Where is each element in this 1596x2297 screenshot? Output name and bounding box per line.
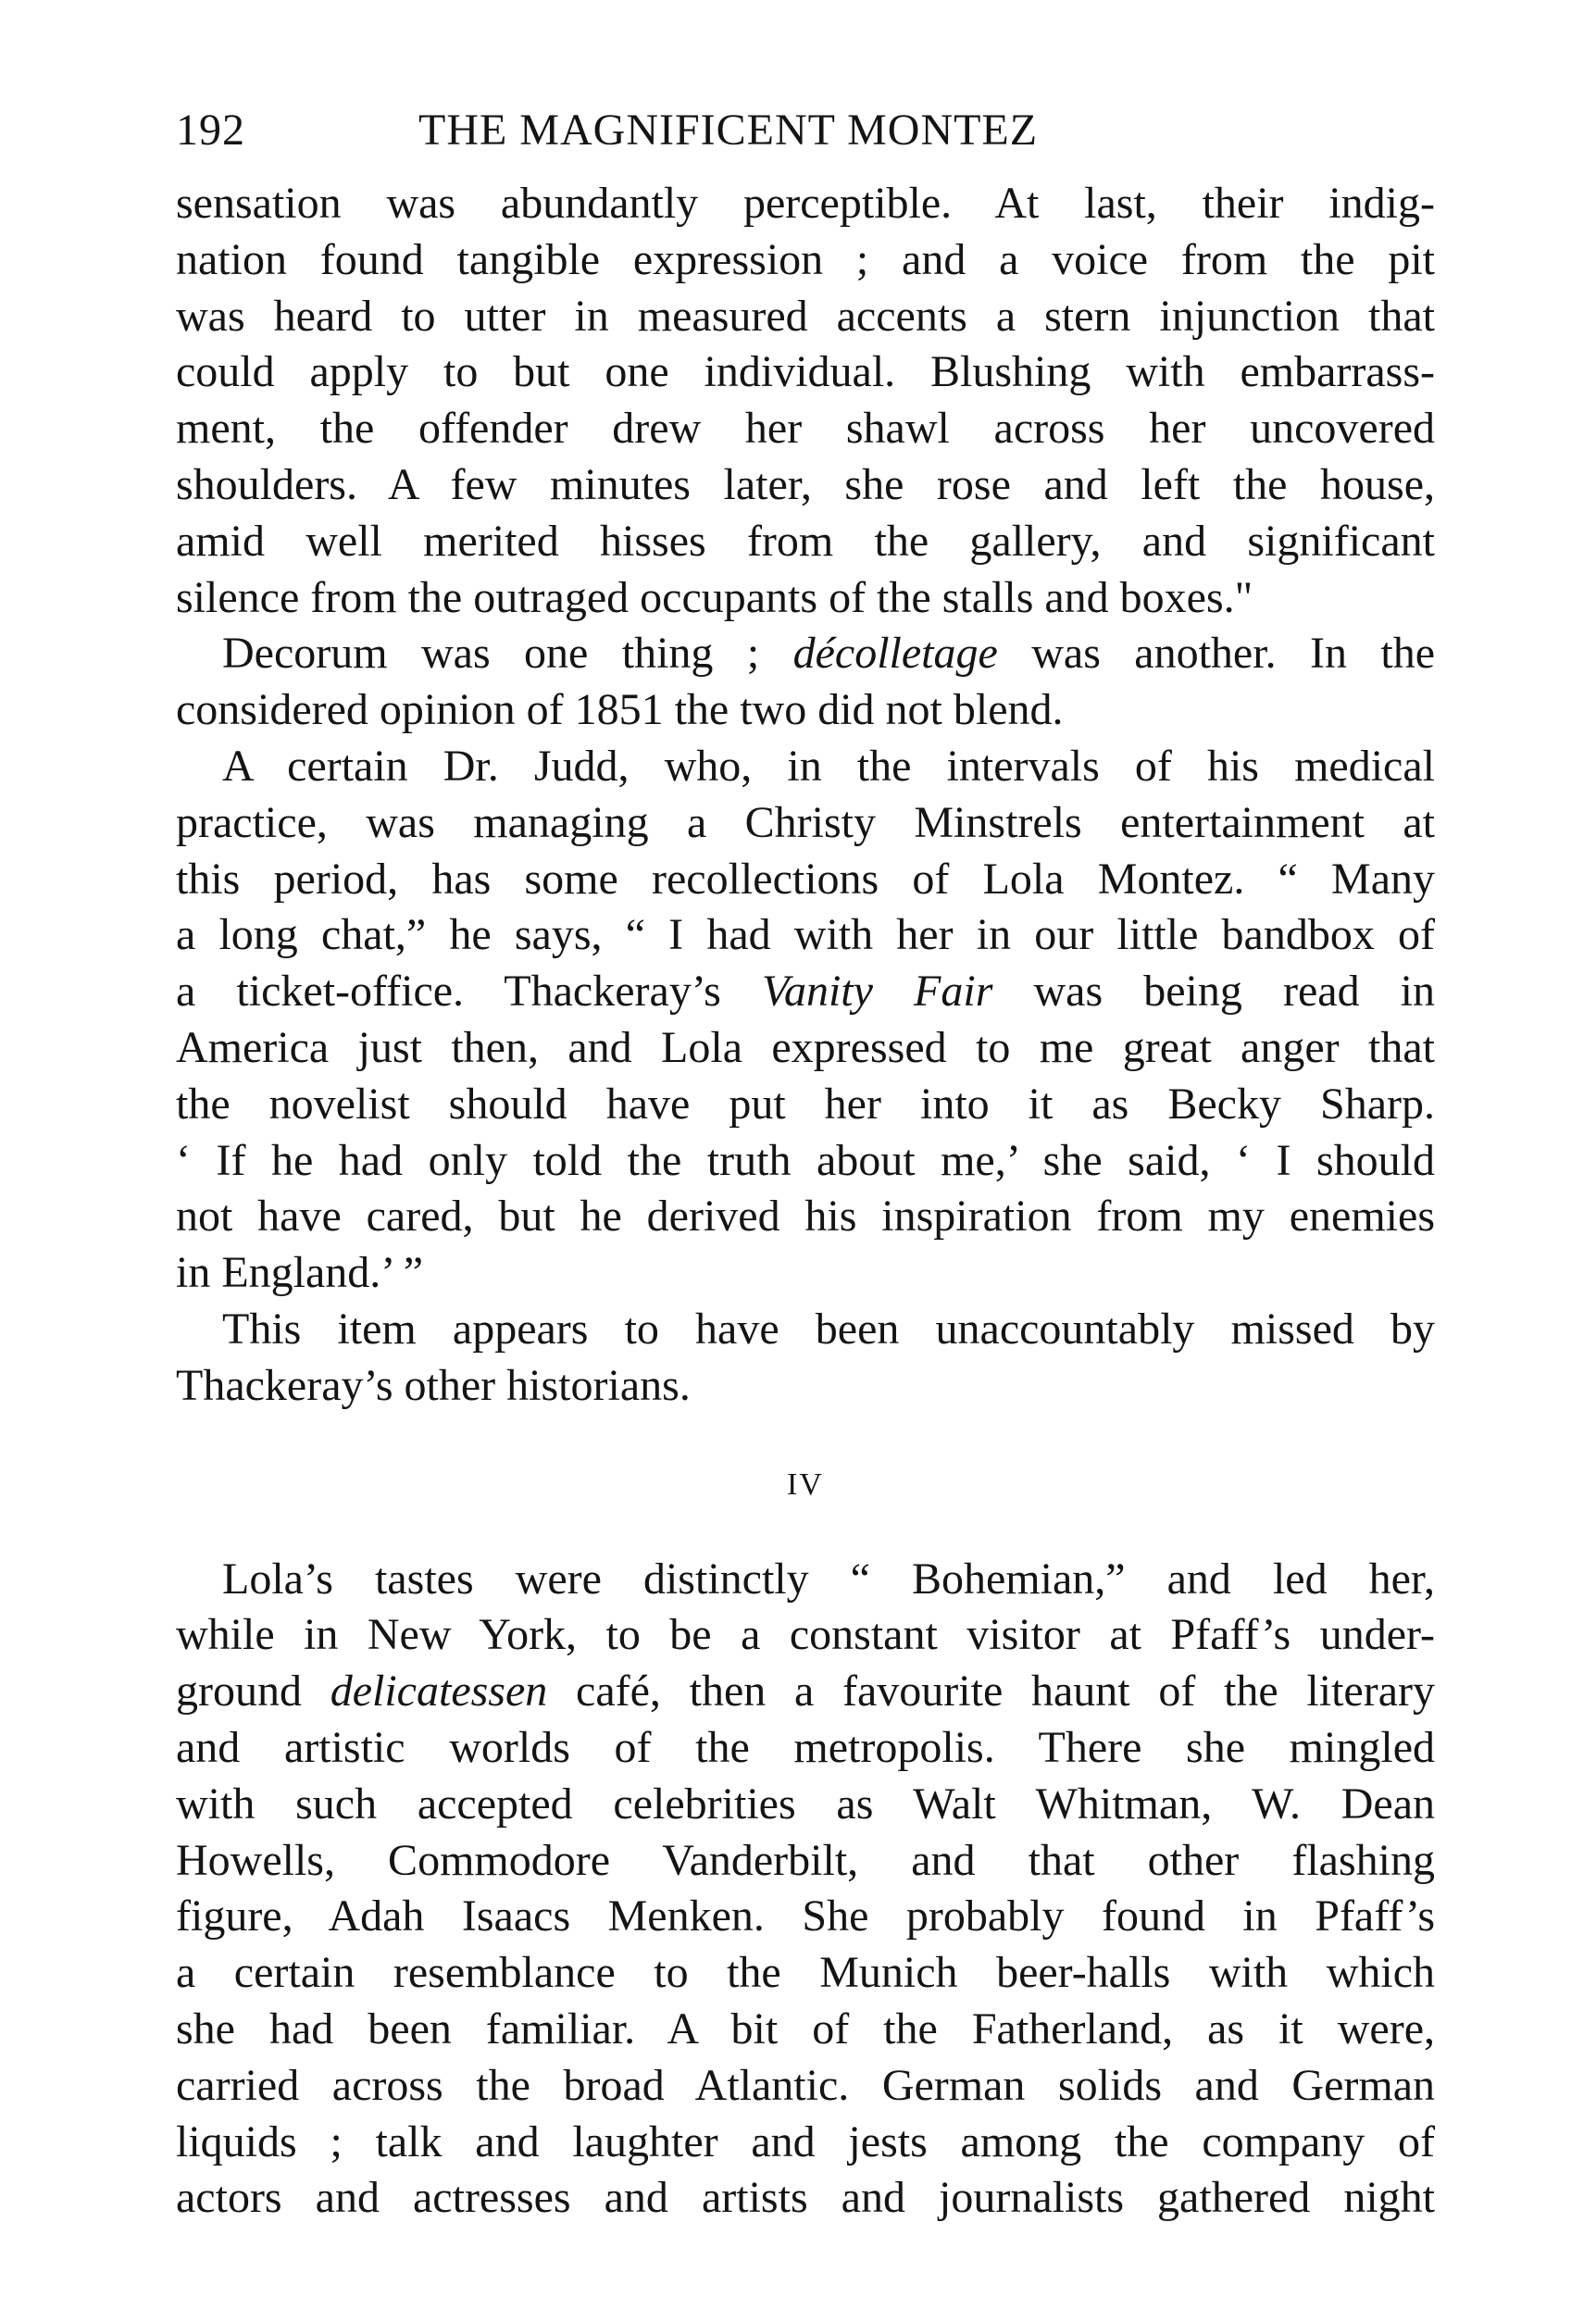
text-line: a long chat,” he says, “ I had with her in our little bandbox of (176, 910, 1435, 960)
text-line: shoulders. A few minutes later, she rose and left the house, (176, 459, 1435, 509)
italic-term: delicatessen (330, 1667, 548, 1717)
italic-title: Vanity Fair (761, 967, 993, 1017)
italic-term: décolletage (792, 629, 998, 679)
text-line: Lola’s tastes were distinctly “ Bohemian,” and led her, (222, 1554, 1435, 1604)
text-fragment: Decorum was one thing ; (222, 629, 760, 679)
running-title: THE MAGNIFICENT MONTEZ (418, 106, 1039, 155)
text-fragment: was being read in (1033, 967, 1436, 1017)
text-line: America just then, and Lola expressed to me great anger that (176, 1022, 1435, 1072)
text-line (176, 626, 1435, 682)
text-line: nation found tangible expression ; and a voice from the pit (176, 234, 1435, 284)
text-line: silence from the outraged occupants of the stalls and boxes." (176, 572, 1253, 622)
text-fragment: was another. In the (1031, 629, 1436, 679)
text-line: ment, the offender drew her shawl across her uncovered (176, 404, 1435, 454)
text-line: practice, was managing a Christy Minstrels entertainment at (176, 797, 1435, 847)
text-line: Thackeray’s other historians. (176, 1360, 691, 1410)
section-number: IV (787, 1467, 824, 1502)
text-fragment: a ticket-office. Thackeray’s (176, 967, 721, 1017)
text-fragment: café, then a favourite haunt of the literary (576, 1667, 1435, 1717)
text-line: and artistic worlds of the metropolis. There she mingled (176, 1722, 1435, 1772)
text-line: was heard to utter in measured accents a stern injunction that (176, 291, 1435, 341)
text-line: This item appears to have been unaccountably missed by (222, 1304, 1435, 1354)
text-line: while in New York, to be a constant visitor at Pfaff’s under- (176, 1610, 1435, 1660)
text-line: in England.’ ” (176, 1248, 424, 1298)
text-line: sensation was abundantly perceptible. At last, their indig- (176, 179, 1435, 228)
body-text (176, 176, 1435, 2227)
text-line (176, 1664, 1435, 1720)
text-line: the novelist should have put her into it as Becky Sharp. (176, 1079, 1435, 1129)
text-fragment: ground (176, 1667, 302, 1717)
page-number: 192 (176, 106, 245, 155)
text-line: figure, Adah Isaacs Menken. She probably found in Pfaff’s (176, 1891, 1435, 1941)
text-line: not have cared, but he derived his inspiration from my enemies (176, 1192, 1435, 1242)
text-line: she had been familiar. A bit of the Fatherland, as it were, (176, 2004, 1435, 2054)
text-line: ‘ If he had only told the truth about me,’ she said, ‘ I should (176, 1135, 1435, 1185)
running-head (176, 97, 1435, 164)
text-line: Howells, Commodore Vanderbilt, and that other flashing (176, 1835, 1435, 1885)
text-line: with such accepted celebrities as Walt Whitman, W. Dean (176, 1779, 1435, 1829)
text-line: could apply to but one individual. Blushing with embarrass- (176, 347, 1435, 397)
text-line: A certain Dr. Judd, who, in the intervals of his medical (222, 741, 1435, 791)
text-line: a certain resemblance to the Munich beer-halls with which (176, 1948, 1435, 1998)
text-line: this period, has some recollections of Lola Montez. “ Many (176, 854, 1435, 904)
text-line: carried across the broad Atlantic. German solids and German (176, 2060, 1435, 2110)
section-spacer (176, 1524, 1435, 1552)
text-line: amid well merited hisses from the gallery, and significant (176, 516, 1435, 566)
text-line: considered opinion of 1851 the two did not blend. (176, 685, 1064, 735)
text-line: actors and actresses and artists and journalists gathered night (176, 2173, 1435, 2223)
text-line: liquids ; talk and laughter and jests among the company of (176, 2116, 1435, 2166)
text-line (176, 964, 1435, 1020)
